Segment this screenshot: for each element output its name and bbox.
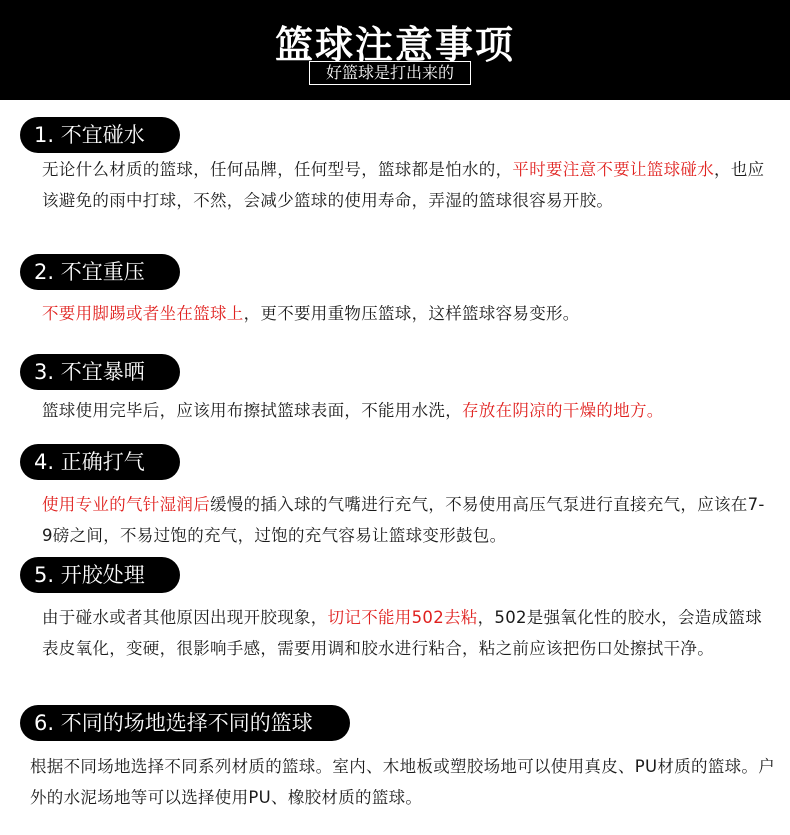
page-subtitle: 好篮球是打出来的	[309, 61, 471, 85]
highlight-text: 不要用脚踢或者坐在篮球上	[42, 304, 244, 323]
section-heading-4: 4. 正确打气	[20, 444, 180, 480]
body-text: 由于碰水或者其他原因出现开胶现象，	[42, 608, 328, 627]
body-text: 缓慢的插入球的气嘴进行充气，不易使用高压气泵进行直接充气，应该在7-9磅之间，不易过饱的充气，过饱的充气容易让篮球变形鼓包。	[42, 495, 765, 545]
section-heading-2: 2. 不宜重压	[20, 254, 180, 290]
section-body-2	[42, 298, 772, 329]
highlight-text: 使用专业的气针湿润后	[42, 495, 210, 514]
section-body-4	[42, 489, 772, 551]
page-title: 篮球注意事项	[274, 23, 515, 67]
section-body-5	[42, 602, 772, 664]
header-banner	[0, 0, 790, 100]
section-body-3	[42, 395, 772, 426]
body-text: ，502是强氧化性的胶水，会造成篮球表皮氧化，变硬，很影响手感，需要用调和胶水进行粘合，粘之前应该把伤口处擦拭干净。	[42, 608, 763, 658]
body-text: ，也应该避免的雨中打球，不然，会减少篮球的使用寿命，弄湿的篮球很容易开胶。	[42, 160, 765, 210]
section-heading-3: 3. 不宜暴晒	[20, 354, 180, 390]
section-body-1	[42, 154, 772, 216]
section-heading-6: 6. 不同的场地选择不同的篮球	[20, 705, 350, 741]
highlight-text: 切记不能用502去粘	[327, 608, 478, 627]
section-body-6	[30, 751, 780, 813]
body-text: ，更不要用重物压篮球，这样篮球容易变形。	[243, 304, 580, 323]
highlight-text: 平时要注意不要让篮球碰水	[512, 160, 715, 179]
highlight-text: 存放在阴凉的干燥的地方。	[462, 401, 664, 420]
section-heading-1: 1. 不宜碰水	[20, 117, 180, 153]
body-text: 根据不同场地选择不同系列材质的篮球。室内、木地板或塑胶场地可以使用真皮、PU材质的篮球。户外的水泥场地等可以选择使用PU、橡胶材质的篮球。	[30, 757, 776, 807]
section-heading-5: 5. 开胶处理	[20, 557, 180, 593]
body-text: 无论什么材质的篮球，任何品牌，任何型号，篮球都是怕水的，	[42, 160, 513, 179]
body-text: 篮球使用完毕后，应该用布擦拭篮球表面，不能用水洗，	[42, 401, 462, 420]
